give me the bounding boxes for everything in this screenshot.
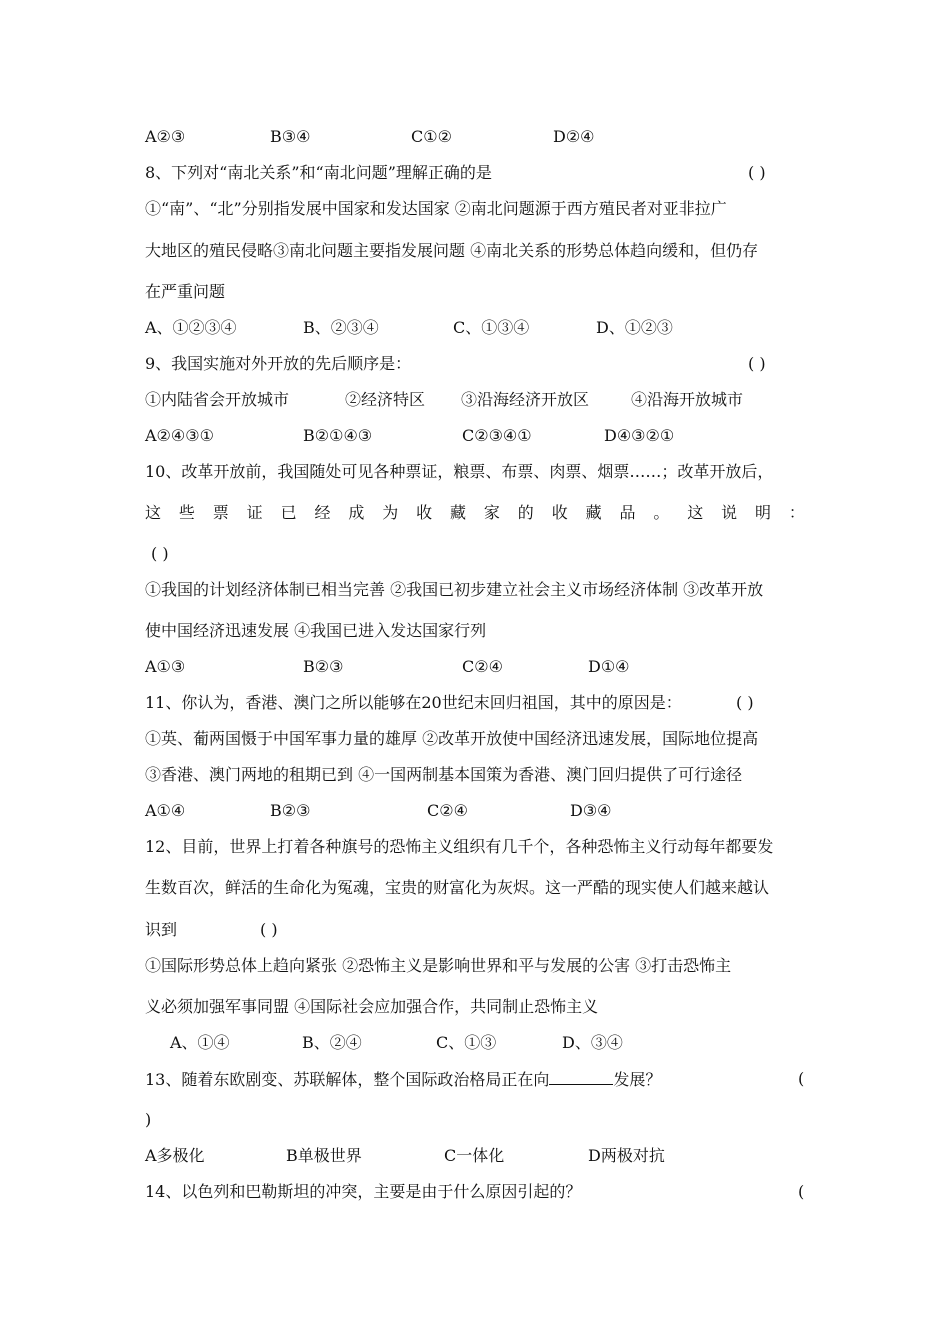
q9-option-d: D④③②① <box>604 426 675 445</box>
q10-stem-char: 为 <box>382 503 399 522</box>
q14-paren-open: ( <box>798 1182 805 1201</box>
q9-stem: 9、我国实施对外开放的先后顺序是： <box>145 354 412 373</box>
q11-statement-line-1: ①英、葡两国慑于中国军事力量的雄厚 ②改革开放使中国经济迅速发展，国际地位提高 <box>145 729 759 748</box>
q10-stem-char: 藏 <box>585 503 602 522</box>
q13-option-b: B单极世界 <box>286 1146 362 1165</box>
q13-option-d: D两极对抗 <box>588 1146 665 1165</box>
q11-statement-line-2: ③香港、澳门两地的租期已到 ④一国两制基本国策为香港、澳门回归提供了可行途径 <box>145 765 743 784</box>
q10-answer-paren: ( ) <box>151 544 169 563</box>
q9-option-c: C②③④① <box>462 426 532 445</box>
q12-stem-line-1: 12、目前，世界上打着各种旗号的恐怖主义组织有几千个，各种恐怖主义行动每年都要发 <box>145 837 774 856</box>
q11-option-c: C②④ <box>427 801 468 820</box>
q12-option-b: B、②④ <box>302 1033 362 1052</box>
q10-stem-char: 收 <box>551 503 568 522</box>
q8-statement-line-3: 在严重问题 <box>145 282 226 301</box>
q10-option-c: C②④ <box>462 657 503 676</box>
q10-stem-char: 这 <box>145 503 162 522</box>
q10-stem-char: 证 <box>246 503 263 522</box>
q13-option-a: A多极化 <box>145 1146 205 1165</box>
q9-item-1: ①内陆省会开放城市 <box>145 390 290 409</box>
q8-option-d: D、①②③ <box>596 318 673 337</box>
q8-statement-line-2: 大地区的殖民侵略③南北问题主要指发展问题 ④南北关系的形势总体趋向缓和，但仍存 <box>145 241 759 260</box>
q10-option-d: D①④ <box>588 657 630 676</box>
q14-stem: 14、以色列和巴勒斯坦的冲突，主要是由于什么原因引起的？ <box>145 1182 582 1201</box>
q7-option-d: D②④ <box>553 127 595 146</box>
q10-stem-char: 。 <box>653 503 670 522</box>
q9-item-4: ④沿海开放城市 <box>631 390 744 409</box>
q13-stem <box>145 1069 661 1090</box>
q11-option-d: D③④ <box>570 801 612 820</box>
q13-fill-blank[interactable] <box>549 1069 613 1085</box>
q9-option-a: A②④③① <box>145 426 214 445</box>
q10-option-b: B②③ <box>303 657 344 676</box>
q13-paren-open: ( <box>798 1069 805 1088</box>
q10-stem-line-2 <box>145 503 805 523</box>
q8-answer-paren: ( ) <box>748 163 766 182</box>
q10-stem-char: 这 <box>687 503 704 522</box>
q10-stem-char: 的 <box>517 503 534 522</box>
q10-stem-char: 经 <box>314 503 331 522</box>
q10-stem-line-1: 10、改革开放前，我国随处可见各种票证，粮票、布票、肉票、烟票……；改革开放后， <box>145 462 774 481</box>
q11-stem: 11、你认为，香港、澳门之所以能够在20世纪末回归祖国，其中的原因是： <box>145 693 682 712</box>
q8-option-a: A、①②③④ <box>145 318 237 337</box>
q11-answer-paren: ( ) <box>736 693 754 712</box>
q9-item-2: ②经济特区 <box>345 390 426 409</box>
q10-stem-char: 已 <box>280 503 297 522</box>
q13-stem-part-1: 13、随着东欧剧变、苏联解体，整个国际政治格局正在向 <box>145 1070 550 1089</box>
q12-stem-line-3: 识到 <box>145 920 178 939</box>
q12-option-c: C、①③ <box>436 1033 497 1052</box>
q7-option-b: B③④ <box>270 127 311 146</box>
q8-option-b: B、②③④ <box>303 318 379 337</box>
q10-option-a: A①③ <box>145 657 186 676</box>
q12-option-d: D、③④ <box>562 1033 623 1052</box>
q10-statement-line-1: ①我国的计划经济体制已相当完善 ②我国已初步建立社会主义市场经济体制 ③改革开放 <box>145 580 764 599</box>
q12-statement-line-1: ①国际形势总体上趋向紧张 ②恐怖主义是影响世界和平与发展的公害 ③打击恐怖主 <box>145 956 732 975</box>
q12-statement-line-2: 义必须加强军事同盟 ④国际社会应加强合作，共同制止恐怖主义 <box>145 997 599 1016</box>
q7-option-a: A②③ <box>145 127 186 146</box>
q13-paren-close: ) <box>145 1110 152 1129</box>
q10-stem-char: 家 <box>483 503 500 522</box>
q13-stem-part-2: 发展？ <box>613 1070 662 1089</box>
q12-option-a: A、①④ <box>170 1033 230 1052</box>
q12-answer-paren: ( ) <box>260 920 278 939</box>
q10-stem-char: 些 <box>178 503 195 522</box>
q10-stem-char: 成 <box>348 503 365 522</box>
q9-option-b: B②①④③ <box>303 426 373 445</box>
q7-option-c: C①② <box>411 127 452 146</box>
q10-stem-char: 说 <box>721 503 738 522</box>
q10-stem-char: 明 <box>755 503 772 522</box>
q10-stem-char: 收 <box>416 503 433 522</box>
q10-stem-char: 藏 <box>450 503 467 522</box>
q8-option-c: C、①③④ <box>453 318 530 337</box>
q13-option-c: C一体化 <box>444 1146 505 1165</box>
q10-stem-char: 品 <box>619 503 636 522</box>
q11-option-b: B②③ <box>270 801 311 820</box>
q8-stem: 8、下列对“南北关系”和“南北问题”理解正确的是 <box>145 163 492 182</box>
q10-statement-line-2: 使中国经济迅速发展 ④我国已进入发达国家行列 <box>145 621 487 640</box>
q9-answer-paren: ( ) <box>748 354 766 373</box>
q10-stem-char: 票 <box>212 503 229 522</box>
q9-item-3: ③沿海经济开放区 <box>461 390 590 409</box>
q12-stem-line-2: 生数百次，鲜活的生命化为冤魂，宝贵的财富化为灰烬。这一严酷的现实使人们越来越认 <box>145 878 770 897</box>
q11-option-a: A①④ <box>145 801 186 820</box>
q10-stem-char: ： <box>788 503 805 522</box>
q8-statement-line-1: ①“南”、“北”分别指发展中国家和发达国家 ②南北问题源于西方殖民者对亚非拉广 <box>145 199 727 218</box>
